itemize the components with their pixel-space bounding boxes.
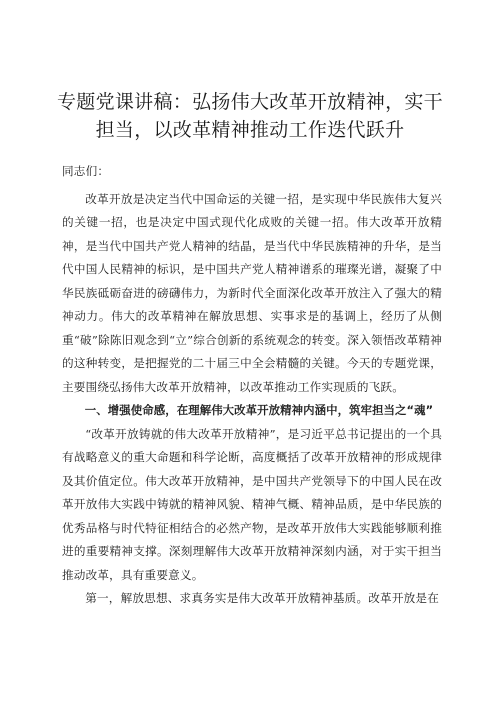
paragraph-first-point: 第一，解放思想、求真务实是伟大改革开放精神基质。改革开放是在	[85, 591, 440, 605]
paragraph-spirit: “改革开放铸就的伟大改革开放精神”，是习近平总书记提出的一个具有战略意义的重大命题和科学论断，高度概括了改革开放精神的形成规律及其价值定位。伟大改革开放精神，是中国共产党领导下的中国人民在改革开放伟大实践中铸就的精神风貌、精神气概、精神品质，是中华民族的优秀品格与时代特征相结合的必然产物，是改革开放伟大实践能够顺利推进的重要精神支撑。深刻理解伟大改革开放精神深刻内涵，对于实干担当推动改革，具有重要意义。	[62, 426, 442, 582]
greeting: 同志们：	[62, 164, 110, 178]
document-title: 专题党课讲稿：弘扬伟大改革开放精神，实干担当，以改革精神推动工作迭代跃升	[56, 91, 443, 141]
paragraph-intro: 改革开放是决定当代中国命运的关键一招，是实现中华民族伟大复兴的关键一招，也是决定中国式现代化成败的关键一招。伟大改革开放精神，是当代中国共产党人精神的结晶，是当代中华民族精神的升华，是当代中国人民精神的标识，是中国共产党人精神谱系的璀璨光谱，凝聚了中华民族砥砺奋进的磅礴伟力，为新时代全面深化改革开放注入了强大的精神动力。伟大的改革精神在解放思想、实事求是的基调上，经历了从侧重“破”除陈旧观念到“立”综合创新的系统观念的转变。深入领悟改革精神的这种转变，是把握党的二十届三中全会精髓的关键。今天的专题党课，主要围绕弘扬伟大改革开放精神，以改革推动工作实现质的飞跃。	[62, 191, 442, 394]
section-heading: 一、增强使命感，在理解伟大改革开放精神内涵中，筑牢担当之“魂”	[84, 403, 434, 417]
document-body	[62, 160, 442, 611]
